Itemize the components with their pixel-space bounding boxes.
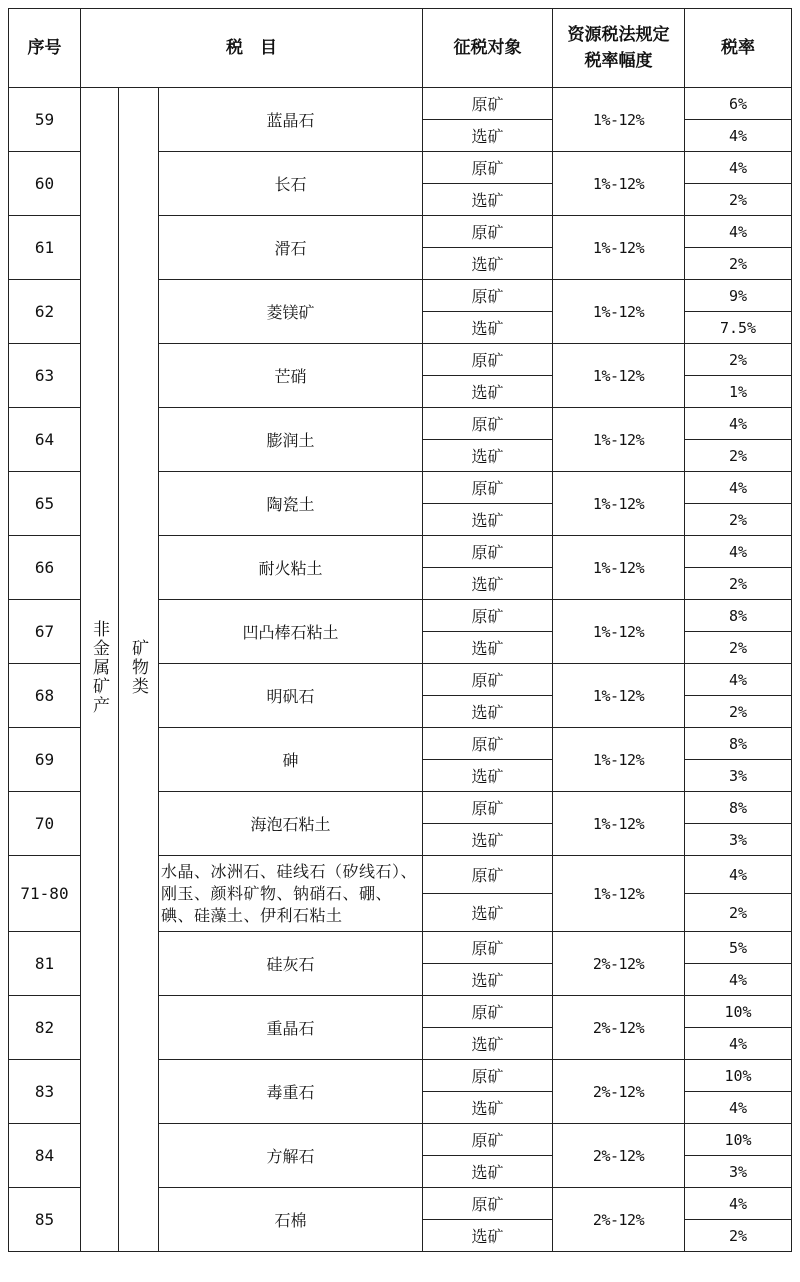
object-cell: 选矿	[423, 184, 553, 216]
category-cell	[81, 88, 119, 1252]
range-cell: 1%-12%	[553, 536, 685, 600]
seq-cell: 84	[9, 1124, 81, 1188]
rate-cell: 4%	[685, 1188, 792, 1220]
rate-cell: 2%	[685, 632, 792, 664]
rate-cell: 6%	[685, 88, 792, 120]
seq-cell: 66	[9, 536, 81, 600]
rate-cell: 2%	[685, 696, 792, 728]
rate-cell: 4%	[685, 472, 792, 504]
object-cell: 原矿	[423, 152, 553, 184]
object-cell: 原矿	[423, 728, 553, 760]
rate-cell: 4%	[685, 408, 792, 440]
rate-cell: 2%	[685, 344, 792, 376]
seq-cell: 59	[9, 88, 81, 152]
object-cell: 原矿	[423, 536, 553, 568]
range-cell: 1%-12%	[553, 664, 685, 728]
item-name-cell: 长石	[159, 152, 423, 216]
range-cell: 2%-12%	[553, 1124, 685, 1188]
seq-cell: 63	[9, 344, 81, 408]
rate-cell: 10%	[685, 1060, 792, 1092]
object-cell: 选矿	[423, 696, 553, 728]
seq-cell: 65	[9, 472, 81, 536]
object-cell: 选矿	[423, 632, 553, 664]
item-name-cell: 重晶石	[159, 996, 423, 1060]
range-cell: 1%-12%	[553, 344, 685, 408]
rate-cell: 4%	[685, 1092, 792, 1124]
rate-cell: 3%	[685, 760, 792, 792]
object-cell: 原矿	[423, 344, 553, 376]
rate-cell: 2%	[685, 184, 792, 216]
item-name-cell: 菱镁矿	[159, 280, 423, 344]
object-cell: 原矿	[423, 216, 553, 248]
item-name-cell: 膨润土	[159, 408, 423, 472]
range-cell: 2%-12%	[553, 996, 685, 1060]
object-cell: 选矿	[423, 312, 553, 344]
rate-cell: 5%	[685, 932, 792, 964]
object-cell: 选矿	[423, 120, 553, 152]
rate-cell: 8%	[685, 792, 792, 824]
rate-cell: 4%	[685, 664, 792, 696]
item-name-cell: 蓝晶石	[159, 88, 423, 152]
rate-cell: 2%	[685, 894, 792, 932]
object-cell: 选矿	[423, 1028, 553, 1060]
header-range-line2: 税率幅度	[584, 51, 653, 71]
object-cell: 选矿	[423, 1156, 553, 1188]
seq-cell: 68	[9, 664, 81, 728]
object-cell: 选矿	[423, 376, 553, 408]
seq-cell: 61	[9, 216, 81, 280]
item-name-cell: 耐火粘土	[159, 536, 423, 600]
header-rate: 税率	[685, 9, 792, 88]
resource-tax-table	[8, 8, 792, 1252]
range-cell: 1%-12%	[553, 216, 685, 280]
object-cell: 选矿	[423, 504, 553, 536]
category-label: 非金属矿产	[89, 620, 109, 715]
rate-cell: 1%	[685, 376, 792, 408]
item-name-cell: 石棉	[159, 1188, 423, 1252]
item-name-cell: 毒重石	[159, 1060, 423, 1124]
header-range-line1: 资源税法规定	[567, 25, 670, 45]
item-name-cell: 方解石	[159, 1124, 423, 1188]
object-cell: 原矿	[423, 88, 553, 120]
object-cell: 选矿	[423, 894, 553, 932]
object-cell: 选矿	[423, 760, 553, 792]
seq-cell: 70	[9, 792, 81, 856]
range-cell: 2%-12%	[553, 1188, 685, 1252]
rate-cell: 4%	[685, 216, 792, 248]
seq-cell: 71-80	[9, 856, 81, 932]
rate-cell: 2%	[685, 568, 792, 600]
range-cell: 1%-12%	[553, 280, 685, 344]
seq-cell: 82	[9, 996, 81, 1060]
object-cell: 原矿	[423, 1188, 553, 1220]
object-cell: 原矿	[423, 856, 553, 894]
seq-cell: 62	[9, 280, 81, 344]
range-cell: 1%-12%	[553, 472, 685, 536]
header-row	[9, 9, 792, 88]
rate-cell: 2%	[685, 248, 792, 280]
range-cell: 1%-12%	[553, 152, 685, 216]
object-cell: 原矿	[423, 600, 553, 632]
rate-cell: 8%	[685, 600, 792, 632]
rate-cell: 4%	[685, 856, 792, 894]
rate-cell: 4%	[685, 120, 792, 152]
object-cell: 原矿	[423, 664, 553, 696]
object-cell: 选矿	[423, 248, 553, 280]
seq-cell: 67	[9, 600, 81, 664]
header-seq: 序号	[9, 9, 81, 88]
item-name-cell: 砷	[159, 728, 423, 792]
item-name-cell: 凹凸棒石粘土	[159, 600, 423, 664]
range-cell: 2%-12%	[553, 1060, 685, 1124]
rate-cell: 2%	[685, 440, 792, 472]
header-item: 税 目	[81, 9, 423, 88]
object-cell: 原矿	[423, 792, 553, 824]
object-cell: 原矿	[423, 932, 553, 964]
object-cell: 原矿	[423, 280, 553, 312]
range-cell: 1%-12%	[553, 856, 685, 932]
range-cell: 1%-12%	[553, 408, 685, 472]
rate-cell: 9%	[685, 280, 792, 312]
object-cell: 原矿	[423, 408, 553, 440]
rate-cell: 2%	[685, 504, 792, 536]
table-body	[9, 88, 792, 1252]
object-cell: 原矿	[423, 996, 553, 1028]
object-cell: 选矿	[423, 1220, 553, 1252]
object-cell: 选矿	[423, 1092, 553, 1124]
header-range	[553, 9, 685, 88]
item-name-cell: 陶瓷土	[159, 472, 423, 536]
table-row	[9, 88, 792, 120]
tax-rate-table-wrapper	[8, 8, 792, 1252]
item-name-cell: 明矾石	[159, 664, 423, 728]
rate-cell: 2%	[685, 1220, 792, 1252]
subcategory-label: 矿物类	[128, 639, 148, 696]
rate-cell: 4%	[685, 1028, 792, 1060]
subcategory-cell	[119, 88, 159, 1252]
range-cell: 1%-12%	[553, 792, 685, 856]
rate-cell: 7.5%	[685, 312, 792, 344]
seq-cell: 60	[9, 152, 81, 216]
item-name-cell: 水晶、冰洲石、硅线石（矽线石）、刚玉、颜料矿物、钠硝石、硼、碘、硅藻土、伊利石粘土	[159, 856, 423, 932]
seq-cell: 64	[9, 408, 81, 472]
item-name-cell: 芒硝	[159, 344, 423, 408]
object-cell: 原矿	[423, 472, 553, 504]
range-cell: 2%-12%	[553, 932, 685, 996]
rate-cell: 8%	[685, 728, 792, 760]
range-cell: 1%-12%	[553, 728, 685, 792]
object-cell: 选矿	[423, 824, 553, 856]
rate-cell: 10%	[685, 996, 792, 1028]
object-cell: 选矿	[423, 568, 553, 600]
item-name-cell: 滑石	[159, 216, 423, 280]
rate-cell: 10%	[685, 1124, 792, 1156]
item-name-cell: 海泡石粘土	[159, 792, 423, 856]
seq-cell: 83	[9, 1060, 81, 1124]
range-cell: 1%-12%	[553, 600, 685, 664]
seq-cell: 69	[9, 728, 81, 792]
rate-cell: 3%	[685, 824, 792, 856]
seq-cell: 81	[9, 932, 81, 996]
object-cell: 原矿	[423, 1060, 553, 1092]
seq-cell: 85	[9, 1188, 81, 1252]
item-name-cell: 硅灰石	[159, 932, 423, 996]
rate-cell: 4%	[685, 964, 792, 996]
rate-cell: 4%	[685, 152, 792, 184]
header-object: 征税对象	[423, 9, 553, 88]
rate-cell: 4%	[685, 536, 792, 568]
object-cell: 原矿	[423, 1124, 553, 1156]
range-cell: 1%-12%	[553, 88, 685, 152]
rate-cell: 3%	[685, 1156, 792, 1188]
object-cell: 选矿	[423, 440, 553, 472]
object-cell: 选矿	[423, 964, 553, 996]
